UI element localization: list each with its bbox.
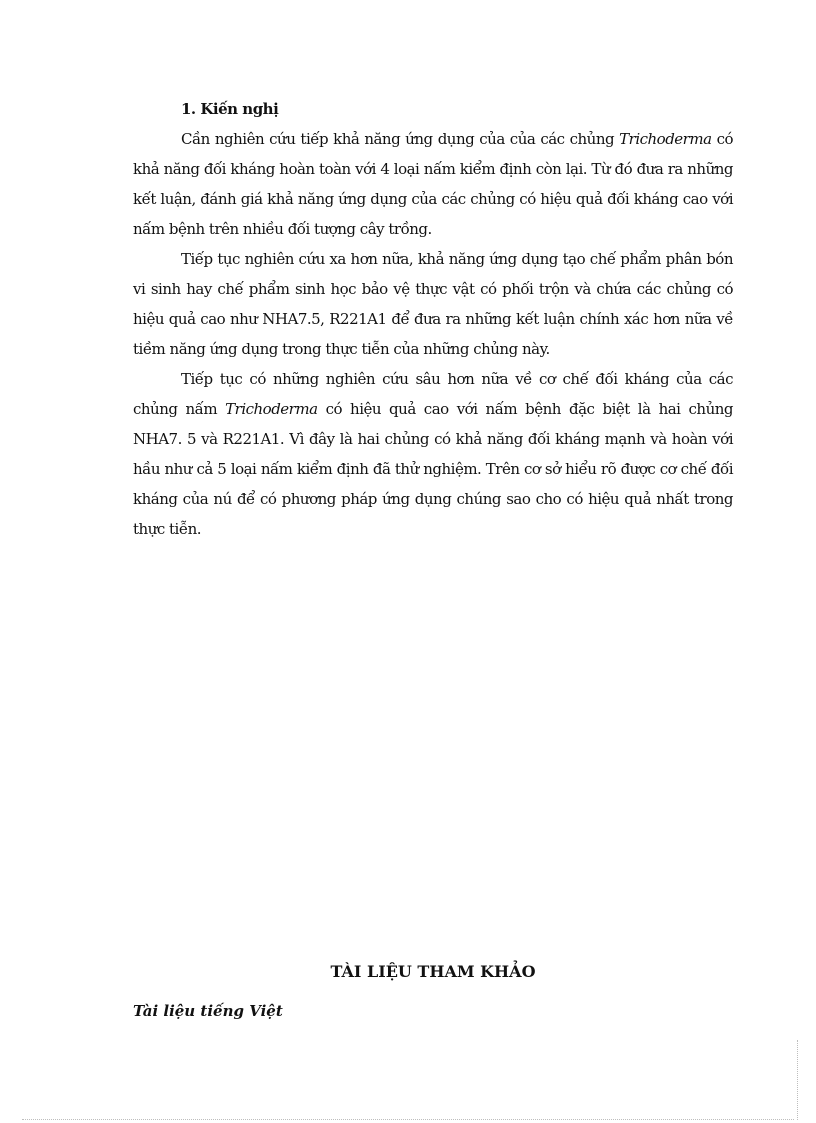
paragraph-text: Tiếp tục nghiên cứu xa hơn nữa, khả năng ứng dụng tạo chế phẩm phân bón vi sinh hay chế phẩm sinh học bảo vệ thực vật có phối trộn và chứa các chủng có hiệu quả cao như NHA7.5, R221A1 để đưa ra những kết luận chính xác hơn nữa về tiềm năng ứng dụng trong thực tiễn của những chủng này. bbox=[133, 250, 733, 358]
page-border-right bbox=[797, 1040, 798, 1120]
references-title: TÀI LIỆU THAM KHẢO bbox=[330, 962, 536, 981]
paragraph-1 bbox=[133, 124, 733, 244]
paragraph-text: có khả năng đối kháng hoàn toàn với 4 loại nấm kiểm định còn lại. Từ đó đưa ra những kết luận, đánh giá khả năng ứng dụng của các chủng có hiệu quả đối kháng cao với nấm bệnh trên nhiều đối tượng cây trồng. bbox=[133, 130, 733, 238]
paragraph-3 bbox=[133, 364, 733, 544]
references-subtitle: Tài liệu tiếng Việt bbox=[133, 1002, 283, 1020]
paragraph-text: Cần nghiên cứu tiếp khả năng ứng dụng của của các chủng bbox=[181, 130, 620, 148]
italic-species-name: Trichoderma bbox=[225, 400, 318, 418]
italic-species-name: Trichoderma bbox=[619, 130, 712, 148]
page-border-bottom bbox=[22, 1119, 794, 1120]
document-body bbox=[133, 94, 733, 544]
paragraph-text: Tiếp tục có những nghiên cứu sâu hơn nữa về cơ chế đối kháng của các chủng nấm bbox=[133, 370, 733, 418]
paragraph-2 bbox=[133, 244, 733, 364]
paragraph-text: có hiệu quả cao với nấm bệnh đặc biệt là hai chủng NHA7. 5 và R221A1. Vì đây là hai chủng có khả năng đối kháng mạnh và hoàn với hầu như cả 5 loại nấm kiểm định đã thử nghiệm. Trên cơ sở hiểu rõ được cơ chế đối kháng của nú để có phương pháp ứng dụng chúng sao cho có hiệu quả nhất trong thực tiễn. bbox=[133, 400, 733, 538]
section-heading: 1. Kiến nghị bbox=[181, 100, 279, 118]
